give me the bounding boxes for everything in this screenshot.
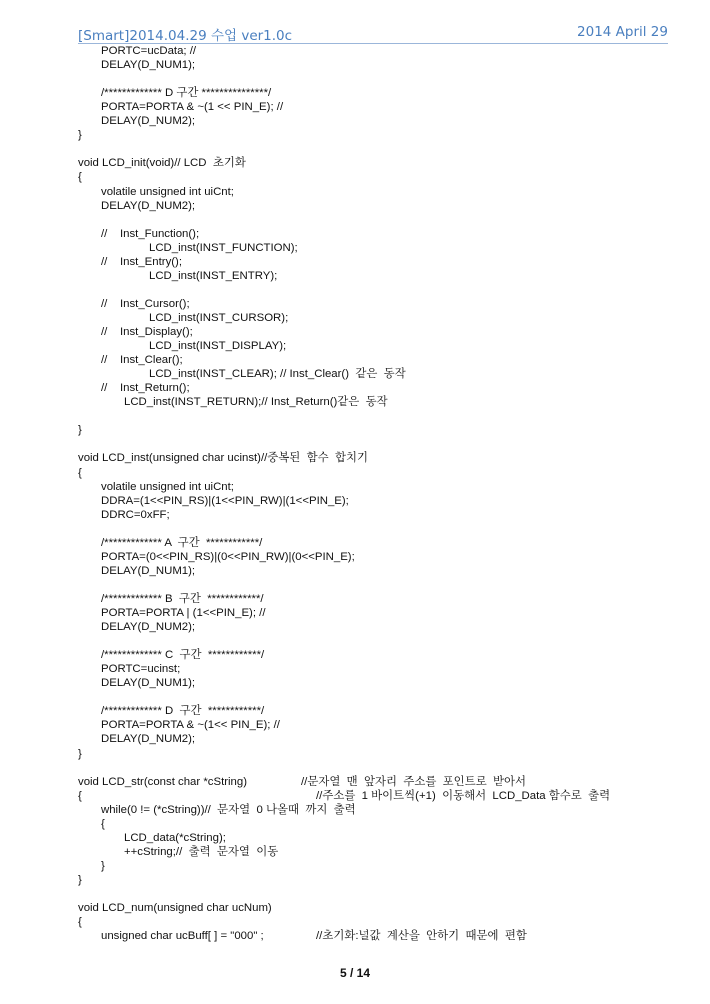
code-text: DELAY(D_NUM2); <box>101 115 196 128</box>
code-text: PORTC=ucData; // <box>101 45 197 57</box>
code-text: unsigned char ucBuff[ ] = "000" ; <box>101 930 264 943</box>
code-text: /************* D 구간 ***************/ <box>101 87 272 100</box>
code-text: PORTA=PORTA & ~(1 << PIN_E); // <box>101 101 284 114</box>
code-line <box>101 606 266 620</box>
code-text: { <box>78 171 82 184</box>
code-text: /************* A 구간 ************/ <box>101 536 263 549</box>
code-line <box>78 423 82 437</box>
code-text: DDRC=0xFF; <box>101 508 170 521</box>
code-line <box>101 676 195 690</box>
code-line <box>101 100 283 114</box>
code-line <box>101 718 280 732</box>
code-line <box>149 269 277 283</box>
code-line <box>101 662 180 676</box>
code-line <box>78 128 82 142</box>
code-line <box>101 353 183 367</box>
code-text: // Inst_Clear(); <box>101 354 183 367</box>
code-line <box>149 311 288 325</box>
code-line <box>124 845 278 859</box>
code-text: DELAY(D_NUM2); <box>101 733 196 746</box>
code-text: } <box>78 873 82 886</box>
code-line <box>149 241 298 255</box>
code-text: void LCD_inst(unsigned char ucinst)//중복된 함수 합치기 <box>78 452 368 465</box>
code-text: { <box>78 789 82 802</box>
code-line <box>149 367 406 381</box>
code-text: while(0 != (*cString))// 문자열 0 나올때 까지 출력 <box>101 803 356 816</box>
code-line <box>78 170 82 184</box>
code-line <box>101 536 262 550</box>
code-line <box>101 564 195 578</box>
code-text: } <box>101 859 105 872</box>
code-text: /************* C 구간 ************/ <box>101 649 265 662</box>
code-line <box>101 732 195 746</box>
code-line <box>101 86 271 100</box>
code-text: // Inst_Function(); <box>101 227 200 240</box>
code-line <box>124 395 388 409</box>
code-line <box>101 114 195 128</box>
code-text: /************* D 구간 ************/ <box>101 705 265 718</box>
code-text: // Inst_Display(); <box>101 326 193 338</box>
code-text: DELAY(D_NUM2); <box>101 199 196 212</box>
code-text: PORTC=ucinst; <box>101 663 181 676</box>
code-text: LCD_inst(INST_CURSOR); <box>149 311 289 324</box>
code-text: LCD_data(*cString); <box>124 831 226 844</box>
code-text: } <box>78 747 82 760</box>
code-text: DDRA=(1<<PIN_RS)|(1<<PIN_RW)|(1<<PIN_E); <box>101 494 349 507</box>
code-text: void LCD_str(const char *cString) <box>78 775 248 788</box>
code-text: DELAY(D_NUM2); <box>101 621 196 634</box>
code-text: { <box>101 817 105 830</box>
code-text: } <box>78 129 82 142</box>
code-line <box>101 44 196 58</box>
code-text: ++cString;// 출력 문자열 이동 <box>124 845 279 858</box>
code-line <box>101 325 193 339</box>
code-line <box>101 817 105 831</box>
code-comment: //문자열 맨 앞자리 주소를 포인트로 받아서 <box>301 775 527 788</box>
code-text: volatile unsigned int uiCnt; <box>101 480 234 493</box>
page-separator: / <box>349 966 354 980</box>
code-line <box>101 803 356 817</box>
code-line <box>101 620 195 634</box>
code-text: volatile unsigned int uiCnt; <box>101 185 234 198</box>
code-line <box>101 494 349 508</box>
code-line <box>101 704 264 718</box>
code-line <box>78 466 82 480</box>
code-line <box>101 508 170 522</box>
code-line <box>101 185 234 199</box>
code-comment: //주소를 1 바이트씩(+1) 이동해서 LCD_Data 함수로 출력 <box>316 789 611 802</box>
code-line <box>101 550 355 564</box>
page-number <box>0 966 710 980</box>
code-line <box>101 199 195 213</box>
code-text: { <box>78 916 82 929</box>
code-line <box>78 901 272 915</box>
page-current: 5 <box>339 966 347 980</box>
code-text: LCD_inst(INST_CLEAR); // Inst_Clear() 같은 동작 <box>149 368 406 381</box>
header-date: 2014 April 29 <box>577 24 668 40</box>
code-text: LCD_inst(INST_DISPLAY); <box>149 340 287 353</box>
code-text: DELAY(D_NUM1); <box>101 59 196 72</box>
code-text: DELAY(D_NUM1); <box>101 564 196 577</box>
code-text: // Inst_Entry(); <box>101 255 183 268</box>
code-line <box>78 775 527 789</box>
code-text: /************* B 구간 ************/ <box>101 592 264 605</box>
code-line <box>78 873 82 887</box>
code-line <box>78 156 246 170</box>
code-line <box>101 592 264 606</box>
code-line <box>101 480 234 494</box>
code-line <box>101 255 182 269</box>
code-line <box>78 747 82 761</box>
code-text: } <box>78 424 82 437</box>
header-title: [Smart]2014.04.29 수업 ver1.0c <box>78 28 293 44</box>
code-line <box>101 227 199 241</box>
code-text: PORTA=PORTA & ~(1<< PIN_E); // <box>101 719 280 732</box>
code-text: LCD_inst(INST_ENTRY); <box>149 269 278 282</box>
code-line <box>78 915 82 929</box>
code-text: LCD_inst(INST_RETURN);// Inst_Return()같은 동작 <box>124 396 388 409</box>
code-line <box>149 339 286 353</box>
code-line <box>101 58 195 72</box>
code-text: // Inst_Return(); <box>101 382 190 395</box>
code-text: // Inst_Cursor(); <box>101 297 190 310</box>
code-line <box>101 929 527 943</box>
code-text: PORTA=PORTA | (1<<PIN_E); // <box>101 607 266 619</box>
code-text: void LCD_num(unsigned char ucNum) <box>78 902 272 915</box>
code-text: DELAY(D_NUM1); <box>101 677 196 690</box>
code-line <box>101 859 105 873</box>
code-line <box>78 789 611 803</box>
code-text: PORTA=(0<<PIN_RS)|(0<<PIN_RW)|(0<<PIN_E); <box>101 550 355 563</box>
code-text: void LCD_init(void)// LCD 초기화 <box>78 157 246 170</box>
code-line <box>78 451 368 465</box>
code-line <box>101 297 190 311</box>
page-total: 14 <box>356 966 371 980</box>
code-comment: //초기화:널값 계산을 안하기 때문에 편함 <box>316 930 527 943</box>
code-line <box>101 381 190 395</box>
code-line <box>101 648 264 662</box>
code-text: LCD_inst(INST_FUNCTION); <box>149 241 298 254</box>
code-text: { <box>78 466 82 479</box>
code-line <box>124 831 226 845</box>
